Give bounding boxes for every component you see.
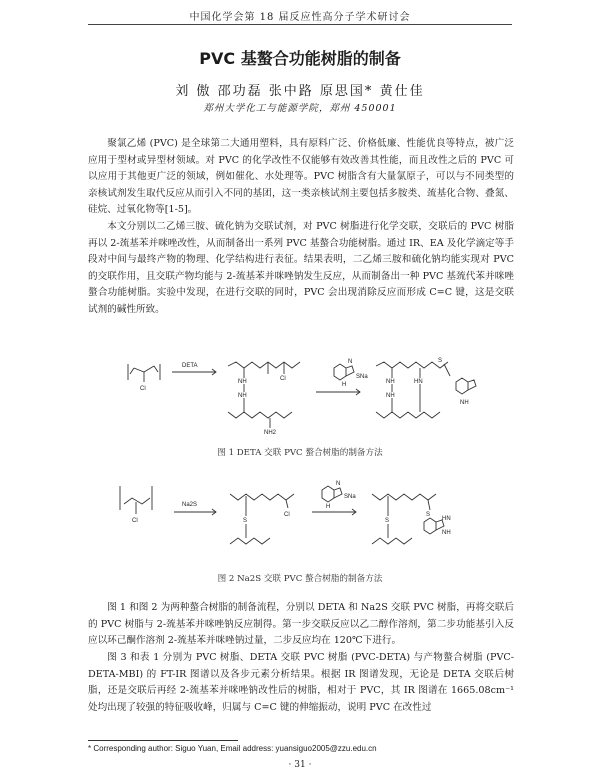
- figure-2-caption: 图 2 Na2S 交联 PVC 螯合树脂的制备方法: [217, 574, 383, 584]
- fig2-label-nh: NH: [442, 530, 451, 536]
- paragraph-ir: 图 3 和表 1 分别为 PVC 树脂、DETA 交联 PVC 树脂 (PVC-DETA) 与产物螯合树脂 (PVC-DETA-MBI) 的 FT-IR 图谱以及各步元素分析结果。根据 IR 图谱发现，无论是 DETA 交联后树脂，还是交联后再经 2-巯基苯并咪唑钠改性后的树脂，相对于 PVC，其 IR 图谱在 1665.08cm⁻¹ 处均出现了较强的特征吸收峰，归属与 C=C 键的伸缩振动，说明 PVC 在改性过: [88, 652, 514, 713]
- fig2-reagent-na2s: Na2S: [182, 502, 198, 508]
- fig1-label-nh-4: NH: [386, 393, 395, 399]
- pvc-deta-top-chain: [228, 362, 300, 368]
- fig2-label-s-1: S: [243, 518, 248, 524]
- fig1-label-nh-5: NH: [460, 400, 469, 406]
- fig2-label-h: H: [326, 504, 331, 510]
- fig2-label-hn: HN: [442, 516, 451, 522]
- fig1-reagent-deta: DETA: [182, 363, 198, 369]
- fig1-label-n: N: [348, 359, 353, 365]
- benzimidazole-ring-reagent: [334, 364, 346, 380]
- paper-title: PVC 基螯合功能树脂的制备: [199, 49, 401, 68]
- page-number: · 31 ·: [288, 760, 312, 770]
- figure-1-caption: 图 1 DETA 交联 PVC 螯合树脂的制备方法: [217, 448, 383, 458]
- benzimidazole-ring-reagent: [322, 486, 334, 502]
- fig2-reagent-sna: SNa: [344, 494, 356, 500]
- fig1-reagent-sna: SNa: [356, 374, 368, 380]
- benzimidazole-ring-product: [424, 518, 436, 534]
- author-list: 刘 傲 邵功磊 张中路 原思国* 黄仕佳: [175, 84, 425, 99]
- paragraph-intro: 聚氯乙烯 (PVC) 是全球第二大通用塑料，具有原料广泛、价格低廉、性能优良等特点，被广泛应用于型材或异型材领域。对 PVC 的化学改性不仅能够有效改善其性能，而且改性之后的 PVC 可以应用于其他更广泛的领域，例如催化、水处理等。PVC 树脂含有大量氯原子，可以与不同类型的亲核试剂发生取代反应从而引入不同的基团，这一类亲核试剂主要包括多胺类、巯基化合物、叠氮、硅烷、过氧化物等[1-5]。: [88, 138, 514, 216]
- product-top-chain: [372, 494, 436, 500]
- pvc-s-bottom-chain: [230, 538, 270, 544]
- paragraph-scheme: 图 1 和图 2 为两种螯合树脂的制备流程，分别以 DETA 和 Na2S 交联 PVC 树脂，再将交联后的 PVC 树脂与 2-巯基苯并咪唑钠反应制得。第一步交联反应以乙二醇作溶剂，第二步功能基引入反应以环己酮作溶剂 2-巯基苯并咪唑钠过量，二步反应均在 120℃下进行。: [88, 602, 514, 647]
- running-header: 中国化学会第 18 届反应性高分子学术研讨会: [189, 12, 411, 23]
- fig2-label-s-3: S: [426, 512, 431, 518]
- product-bottom-chain: [376, 412, 440, 418]
- fig1-label-hn: HN: [414, 379, 423, 385]
- benzimidazole-ring-product: [456, 378, 468, 394]
- fig1-label-h: H: [342, 382, 347, 388]
- footnote-rule: [88, 740, 238, 741]
- pvc-s-top-chain: [230, 494, 294, 500]
- fig1-label-s: S: [438, 358, 443, 364]
- fig2-label-cl-left: Cl: [132, 518, 138, 524]
- fig1-label-nh2: NH2: [264, 430, 277, 436]
- fig2-label-n: N: [336, 481, 341, 487]
- fig2-label-cl-mid: Cl: [284, 512, 290, 518]
- figure-2-scheme: [112, 476, 502, 562]
- fig1-label-nh-3: NH: [386, 379, 395, 385]
- fig1-label-nh-1: NH: [238, 379, 247, 385]
- fig1-label-cl-mid: Cl: [280, 376, 286, 382]
- fig2-label-s-2: S: [385, 518, 390, 524]
- fig1-label-cl-left: Cl: [140, 386, 146, 392]
- figure-1-scheme: [120, 352, 500, 438]
- product-bottom-chain: [372, 538, 412, 544]
- paragraph-method: 本文分别以二乙烯三胺、硫化钠为交联试剂，对 PVC 树脂进行化学交联，交联后的 PVC 树脂再以 2-巯基苯并咪唑改性，从而制备出一系列 PVC 基螯合功能树脂。通过 IR、EA 及化学滴定等手段对中间与最终产物的物理、化学结构进行表征。结果表明，二乙烯三胺和硫化钠均能实现对 PVC 的交联作用，且交联产物均能与 2-巯基苯并咪唑钠发生反应，从而制备出一种 PVC 基巯代苯并咪唑螯合功能树脂。实验中发现，在进行交联的同时，PVC 会出现消除反应而形成 C=C 键，这是交联试剂的碱性所致。: [88, 221, 514, 315]
- fig1-label-nh-2: NH: [238, 393, 247, 399]
- pvc-chain-left: [124, 498, 150, 504]
- affiliation: 郑州大学化工与能源学院，郑州 450001: [203, 103, 397, 114]
- pvc-deta-bottom-chain: [228, 412, 292, 418]
- corresponding-author-footnote: * Corresponding author: Siguo Yuan, Email address: yuansiguo2005@zzu.edu.cn: [88, 744, 377, 753]
- header-rule: [88, 24, 512, 25]
